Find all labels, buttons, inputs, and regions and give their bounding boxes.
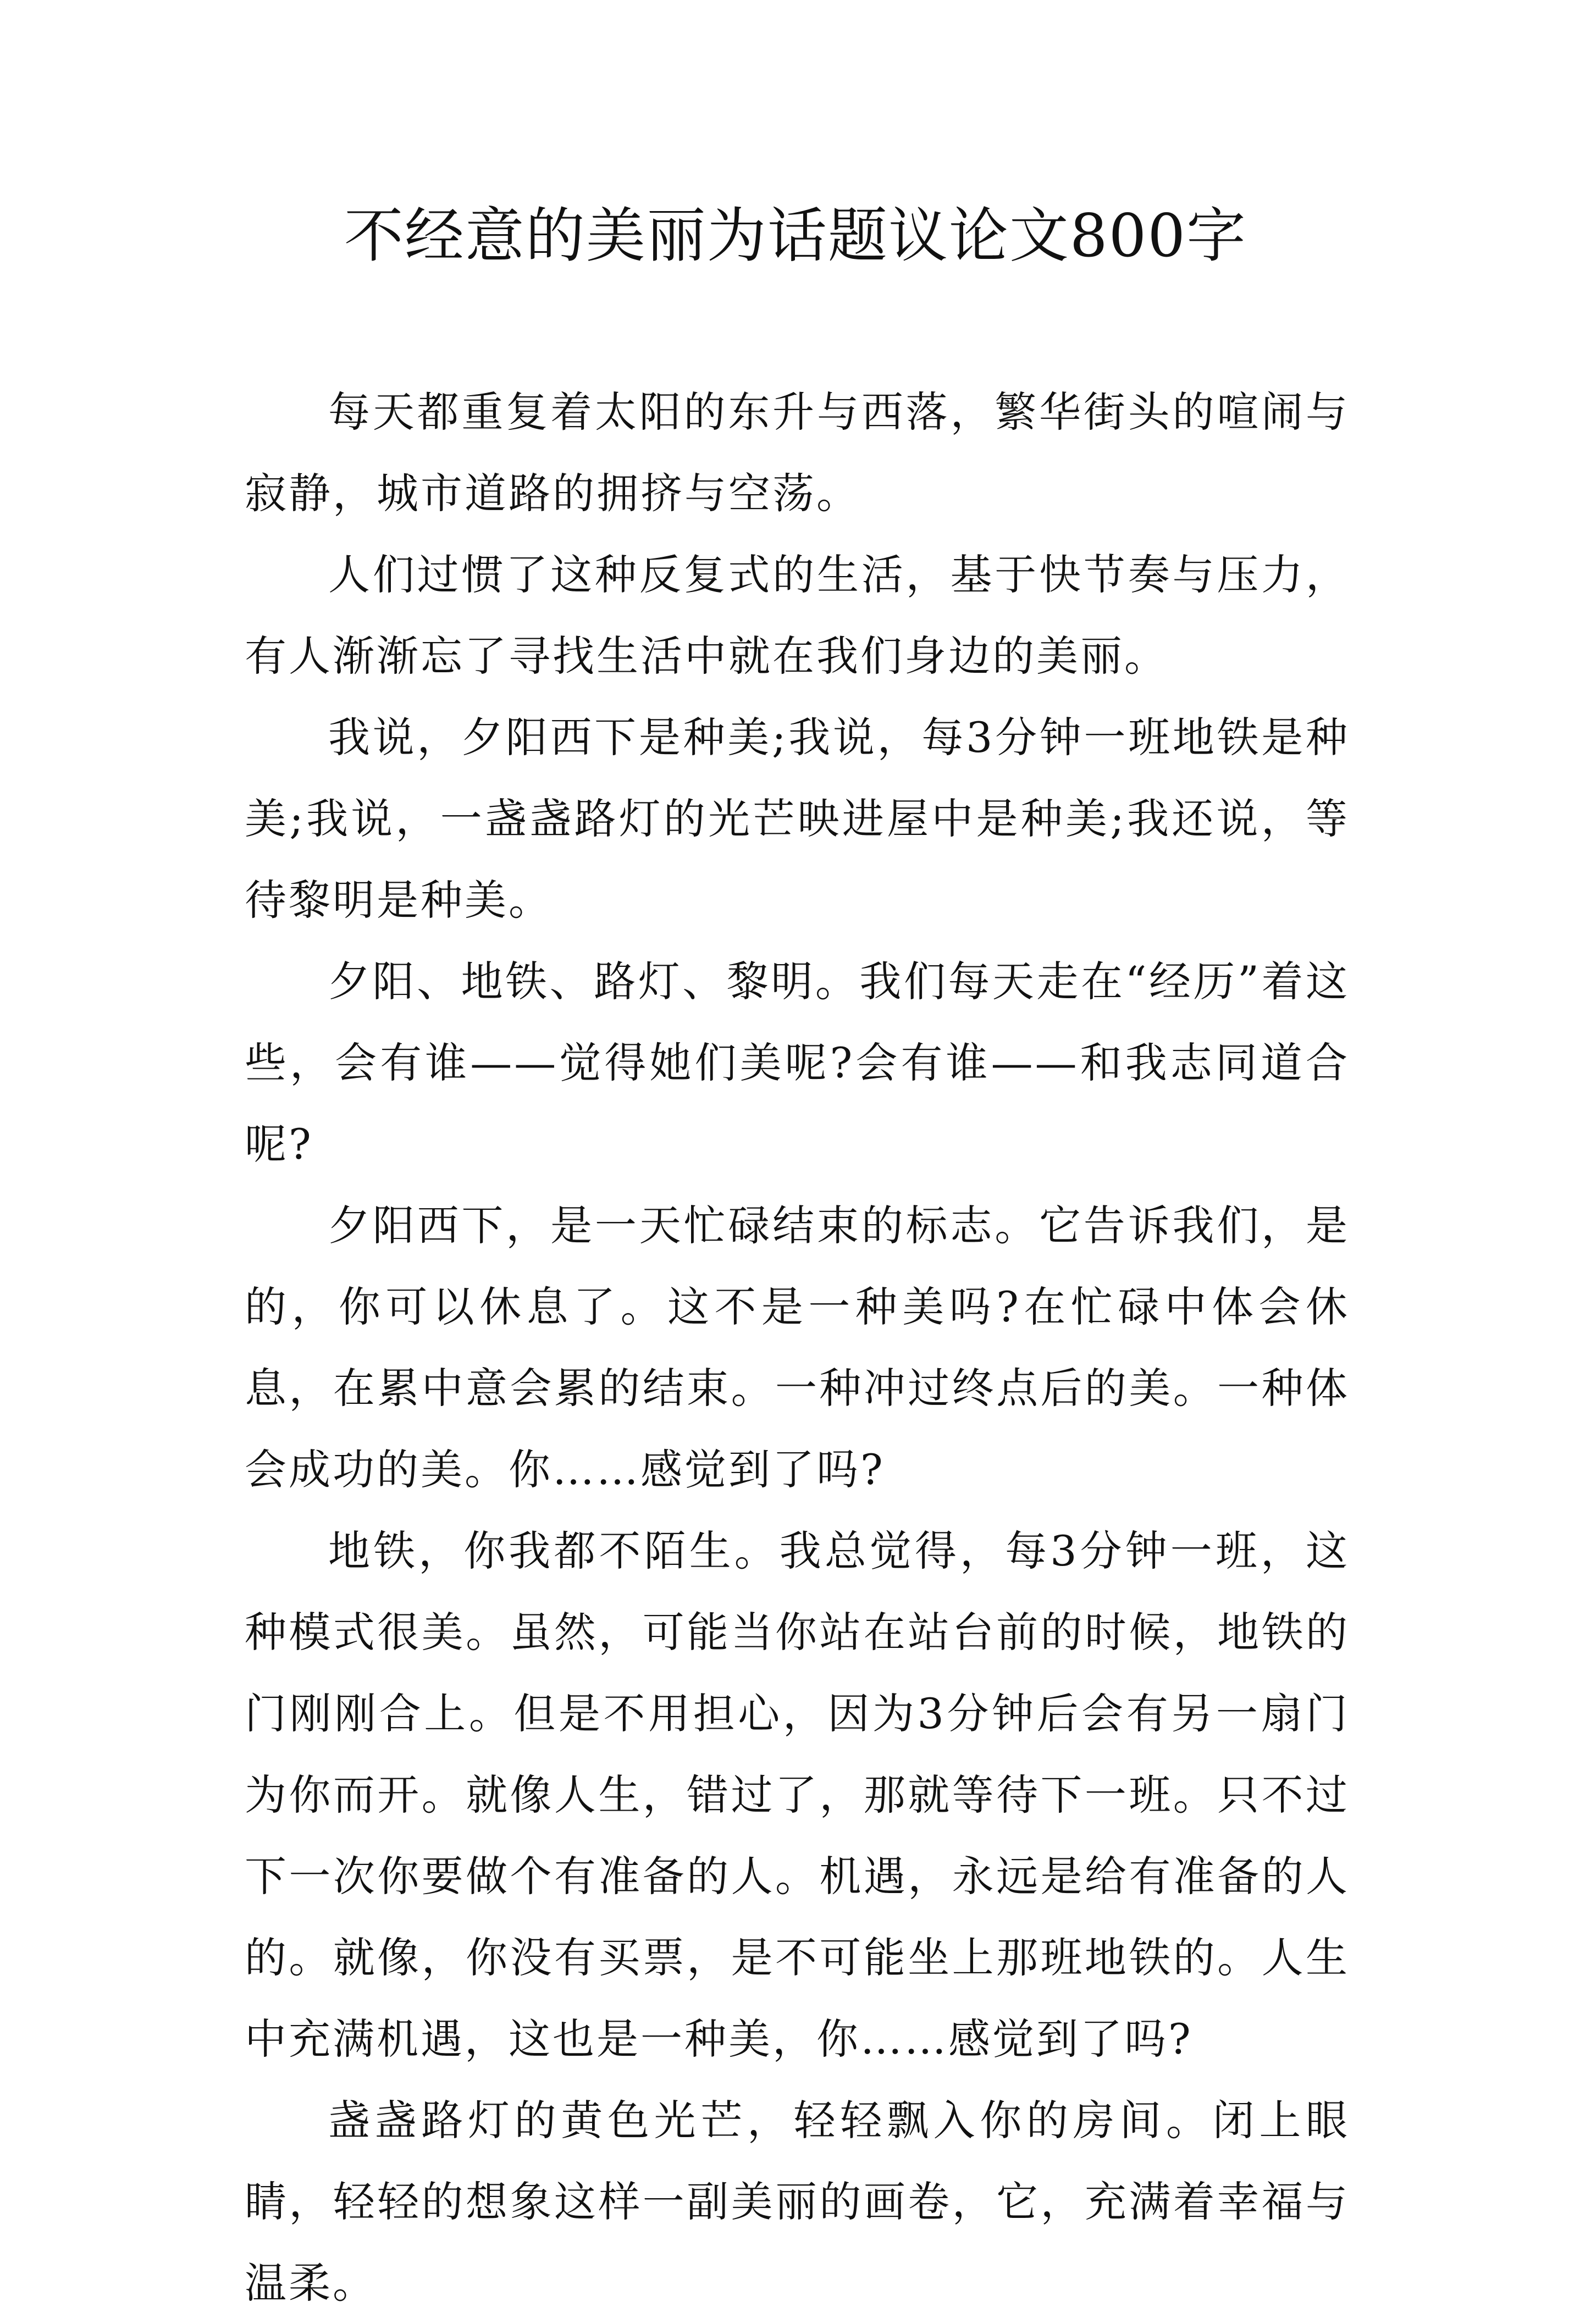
paragraph-1: 每天都重复着太阳的东升与西落，繁华街头的喧闹与寂静，城市道路的拥挤与空荡。: [245, 388, 1350, 518]
paragraph-4: 夕阳、地铁、路灯、黎明。我们每天走在“经历”着这些，会有谁——觉得她们美呢?会有谁——和我志同道合呢?: [245, 957, 1350, 1169]
document-body: [245, 372, 1350, 2324]
paragraph-5: 夕阳西下，是一天忙碌结束的标志。它告诉我们，是的，你可以休息了。这不是一种美吗?在忙碌中体会休息，在累中意会累的结束。一种冲过终点后的美。一种体会成功的美。你……感觉到了吗?: [245, 1201, 1350, 1494]
paragraph-6: 地铁，你我都不陌生。我总觉得，每3分钟一班，这种模式很美。虽然，可能当你站在站台前的时候，地铁的门刚刚合上。但是不用担心，因为3分钟后会有另一扇门为你而开。就像人生，错过了，那就等待下一班。只不过下一次你要做个有准备的人。机遇，永远是给有准备的人的。就像，你没有买票，是不可能坐上那班地铁的。人生中充满机遇，这也是一种美，你……感觉到了吗?: [245, 1526, 1350, 2063]
paragraph-2: 人们过惯了这种反复式的生活，基于快节奏与压力，有人渐渐忘了寻找生活中就在我们身边的美丽。: [245, 550, 1350, 680]
paragraph-3: 我说，夕阳西下是种美;我说，每3分钟一班地铁是种美;我说，一盏盏路灯的光芒映进屋中是种美;我还说，等待黎明是种美。: [245, 713, 1350, 925]
paragraph-7: 盏盏路灯的黄色光芒，轻轻飘入你的房间。闭上眼睛，轻轻的想象这样一副美丽的画卷，它，充满着幸福与温柔。: [245, 2096, 1350, 2308]
document-title: 不经意的美丽为话题议论文800字: [344, 202, 1247, 270]
